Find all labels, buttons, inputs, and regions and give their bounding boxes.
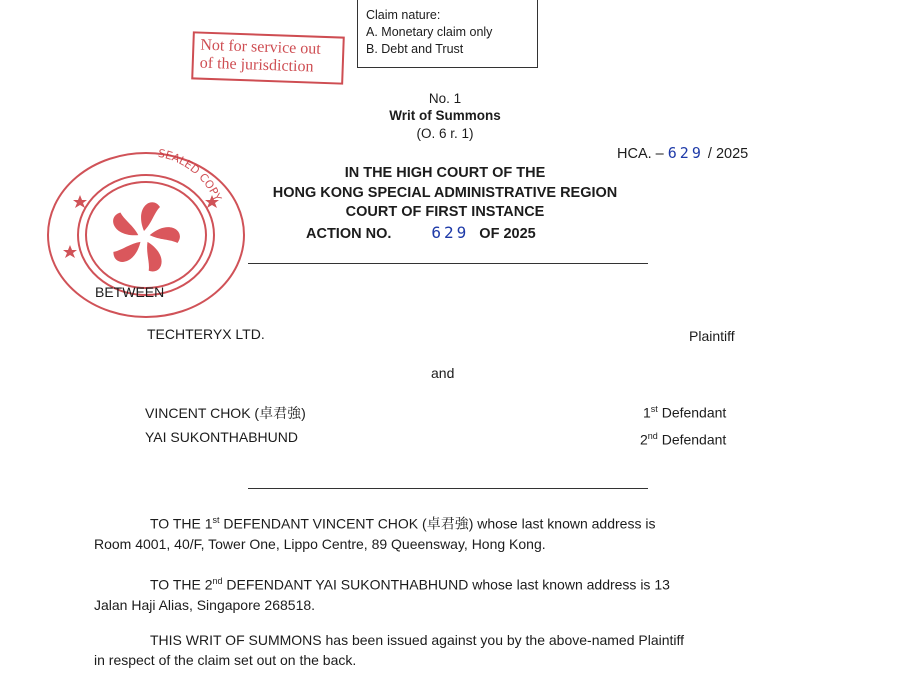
case-number-handwritten: 629 [667,144,704,162]
paragraph-defendant2-address: TO THE 2nd DEFENDANT YAI SUKONTHABHUND whose last known address is 13 Jalan Haji Alias, Singapore 268518. [94,576,670,613]
seal-outer-text: SEALED COPY [156,146,224,204]
and-label: and [431,365,455,381]
stamp-line-1: Not for service out [200,36,322,58]
between-label: BETWEEN [95,284,165,300]
defendant2-name: YAI SUKONTHABHUND [145,429,298,445]
claim-nature-heading: Claim nature: [366,8,441,22]
action-suffix: OF 2025 [479,226,536,242]
claim-option-a: A. Monetary claim only [366,25,493,39]
court-line-2: HONG KONG SPECIAL ADMINISTRATIVE REGION [272,184,618,201]
action-prefix: ACTION NO. [306,226,392,242]
case-reference: HCA. – 629 / 2025 [617,144,749,162]
case-prefix: HCA [617,146,648,162]
defendant1-role: 1st Defendant [643,404,727,421]
defendant1-name: VINCENT CHOK (卓君強) [145,405,306,421]
court-heading [220,164,670,223]
court-line-1: IN THE HIGH COURT OF THE [344,165,546,181]
court-line-3: COURT OF FIRST INSTANCE [345,204,545,220]
plaintiff-name: TECHTERYX LTD. [147,326,265,342]
stamp-line-2: of the jurisdiction [199,54,314,76]
writ-title: Writ of Summons [389,108,501,123]
claim-nature-box [357,0,538,68]
defendant2-role: 2nd Defendant [640,431,727,448]
action-number-handwritten: 629 [431,223,470,242]
paragraph-writ-issued: THIS WRIT OF SUMMONS has been issued against you by the above-named Plaintiff in respect of the claim set out on the back. [94,632,685,668]
writ-order-reference: (O. 6 r. 1) [416,126,474,141]
case-year: / 2025 [707,146,749,162]
writ-number: No. 1 [428,91,462,106]
not-for-service-stamp [191,31,345,84]
divider-top [248,263,648,264]
claim-option-b: B. Debt and Trust [366,42,464,56]
divider-bottom [248,488,648,489]
action-number-line [306,223,536,242]
plaintiff-role: Plaintiff [689,328,735,344]
paragraph-defendant1-address: TO THE 1st DEFENDANT VINCENT CHOK (卓君強) whose last known address is Room 4001, 40/F, Tower One, Lippo Centre, 89 Queensway, Hong Kong. [94,515,656,552]
